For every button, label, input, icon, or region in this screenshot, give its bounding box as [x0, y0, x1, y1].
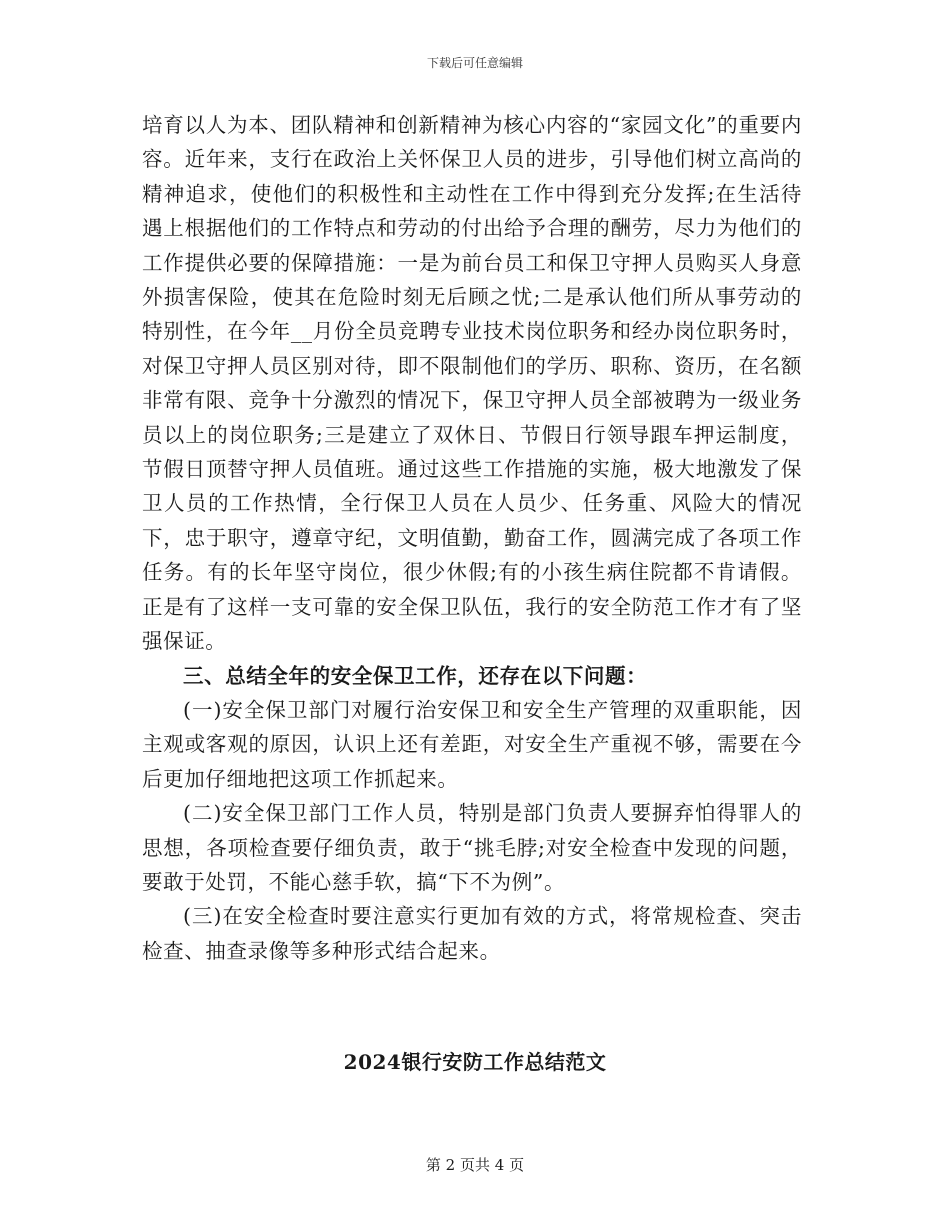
page-footer-pagination: 第 2 页共 4 页 [425, 1156, 525, 1174]
body-paragraph: 培育以人为本、团队精神和创新精神为核心内容的“家园文化”的重要内容。近年来，支行在政治上关怀保卫人员的进步，引导他们树立高尚的精神追求，使他们的积极性和主动性在工作中得到充分发挥;在生活待遇上根据他们的工作特点和劳动的付出给予合理的酬劳，尽力为他们的工作提供必要的保障措施：一是为前台员工和保卫守押人员购买人身意外损害保险，使其在危险时刻无后顾之忧;二是承认他们所从事劳动的特别性，在今年__月份全员竞聘专业技术岗位职务和经办岗位职务时，对保卫守押人员区别对待，即不限制他们的学历、职称、资历，在名额非常有限、竞争十分激烈的情况下，保卫守押人员全部被聘为一级业务员以上的岗位职务;三是建立了双休日、节假日行领导跟车押运制度，节假日顶替守押人员值班。通过这些工作措施的实施，极大地激发了保卫人员的工作热情，全行保卫人员在人员少、任务重、风险大的情况下，忠于职守，遵章守纪，文明值勤，勤奋工作，圆满完成了各项工作任务。有的长年坚守岗位，很少休假;有的小孩生病住院都不肯请假。正是有了这样一支可靠的安全保卫队伍，我行的安全防范工作才有了坚强保证。 [142, 113, 802, 654]
problem-item-1: (一)安全保卫部门对履行治安保卫和安全生产管理的双重职能，因主观或客观的原因，认识上还有差距，对安全生产重视不够，需要在今后更加仔细地把这项工作抓起来。 [142, 697, 802, 791]
page-header-note: 下载后可任意编辑 [426, 56, 523, 70]
problem-item-2: (二)安全保卫部门工作人员，特别是部门负责人要摒弃怕得罪人的思想，各项检查要仔细负责，敢于“挑毛脖;对安全检查中发现的问题，要敢于处罚，不能心慈手软，搞“下不为例”。 [142, 801, 802, 894]
section-heading: 三、总结全年的安全保卫工作，还存在以下问题： [183, 663, 648, 688]
problem-item-3: (三)在安全检查时要注意实行更加有效的方式，将常规检查、突击检查、抽查录像等多种形式结合起来。 [142, 904, 802, 963]
next-document-title: 2024银行安防工作总结范文 [343, 1050, 607, 1074]
document-body [142, 108, 802, 968]
